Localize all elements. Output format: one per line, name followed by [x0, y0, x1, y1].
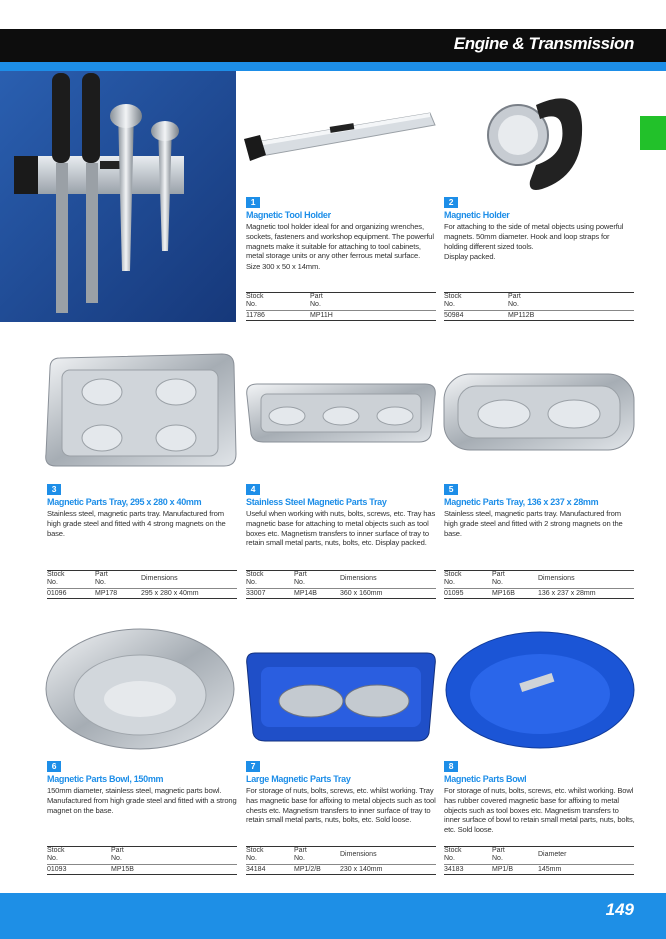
stock-number: 34184: [246, 866, 266, 873]
product-description: For attaching to the side of metal objects using powerful magnets. 50mm diameter. Hook and loop straps for holding different sized tools.: [444, 222, 624, 251]
stock-number: 01096: [47, 590, 67, 597]
product-3: [47, 484, 237, 538]
product-description: Useful when working with nuts, bolts, screws, etc. Tray has magnetic base for attaching to metal objects such as tool boxes etc. Magnetism transfers to inner surface of tray to retain small metal parts, nuts, bolts, etc. Display packed.: [246, 509, 436, 548]
product-2: [444, 197, 634, 262]
product-title: Large Magnetic Parts Tray: [246, 774, 351, 784]
header-dimensions: Dimensions: [141, 575, 178, 582]
header-part: Part: [111, 847, 124, 854]
dimensions-value: 360 x 160mm: [340, 590, 383, 597]
product-7: [246, 761, 438, 825]
header-part-no: No.: [508, 301, 519, 308]
spec-table-7: [246, 846, 436, 876]
spec-table-6: [47, 846, 237, 876]
footer-bar: [0, 893, 666, 939]
product-number-badge: 7: [246, 761, 260, 772]
photo-blue-parts-tray: [243, 645, 439, 745]
header-dimensions: Dimensions: [340, 575, 377, 582]
product-title: Magnetic Parts Bowl: [444, 774, 527, 784]
spec-table-5: [444, 570, 634, 600]
part-number: MP11H: [310, 312, 333, 319]
header-part-no: No.: [492, 579, 503, 586]
product-title: Magnetic Holder: [444, 210, 510, 220]
header-stock-no: No.: [246, 579, 257, 586]
header-part-no: No.: [95, 579, 106, 586]
header-accent-strip: [0, 62, 666, 71]
product-title: Magnetic Tool Holder: [246, 210, 331, 220]
product-title: Stainless Steel Magnetic Parts Tray: [246, 497, 387, 507]
header-part-no: No.: [294, 855, 305, 862]
photo-stainless-parts-tray: [243, 378, 439, 444]
header-stock: Stock: [47, 571, 65, 578]
product-description: Magnetic tool holder ideal for and organizing wrenches, sockets, fasteners and workshop equipment. The powerful magnets make it suitable for attaching to tool cabinets, metal storage units or any other ferrous metal surface.: [246, 222, 434, 261]
header-stock-no: No.: [47, 579, 58, 586]
header-stock: Stock: [246, 571, 264, 578]
header-stock: Stock: [444, 571, 462, 578]
header-stock: Stock: [246, 847, 264, 854]
header-part: Part: [294, 571, 307, 578]
stock-number: 01095: [444, 590, 464, 597]
dimensions-value: 136 x 237 x 28mm: [538, 590, 596, 597]
dimensions-value: 295 x 280 x 40mm: [141, 590, 199, 597]
photo-blue-parts-bowl: [442, 628, 638, 752]
product-description: For storage of nuts, bolts, screws, etc. whilst working. Tray has magnetic base for affixing to metal objects such as tool chests etc. Magnetism transfers to inner surface of tray to retain small metal parts, nuts, bolts, etc. Sold loose.: [246, 786, 436, 825]
header-part-no: No.: [310, 301, 321, 308]
product-number-badge: 8: [444, 761, 458, 772]
header-stock-no: No.: [246, 855, 257, 862]
header-part-no: No.: [294, 579, 305, 586]
stock-number: 11786: [246, 312, 265, 319]
product-description: 150mm diameter, stainless steel, magnetic parts bowl. Manufactured from high grade steel and fitted with a strong magnet on the base.: [47, 786, 237, 815]
product-number-badge: 6: [47, 761, 61, 772]
photo-magnetic-tool-holder: [240, 95, 440, 165]
header-part-no: No.: [111, 855, 122, 862]
part-number: MP112B: [508, 312, 535, 319]
dimensions-value: 230 x 140mm: [340, 866, 383, 873]
product-4: [246, 484, 438, 548]
header-part: Part: [310, 293, 323, 300]
header-stock-no: No.: [47, 855, 58, 862]
stock-number: 34183: [444, 866, 464, 873]
product-title: Magnetic Parts Tray, 136 x 237 x 28mm: [444, 497, 599, 507]
header-stock-no: No.: [444, 855, 455, 862]
product-number-badge: 1: [246, 197, 260, 208]
header-dimensions: Dimensions: [538, 575, 575, 582]
header-part: Part: [492, 847, 505, 854]
header-part: Part: [95, 571, 108, 578]
photo-tool-holder-wall: [0, 71, 236, 322]
photo-parts-bowl-steel: [42, 625, 238, 753]
product-6: [47, 761, 239, 815]
header-stock-no: No.: [444, 579, 455, 586]
spec-table-1: [246, 292, 436, 322]
header-stock: Stock: [47, 847, 65, 854]
part-number: MP14B: [294, 590, 317, 597]
header-diameter: Diameter: [538, 851, 567, 858]
stock-number: 01093: [47, 866, 67, 873]
photo-parts-tray-4-magnets: [42, 350, 238, 470]
spec-table-3: [47, 570, 237, 600]
page-number: 149: [605, 900, 634, 919]
part-number: MP178: [95, 590, 118, 597]
product-8: [444, 761, 636, 835]
product-description: Stainless steel, magnetic parts tray. Manufactured from high grade steel and fitted with 4 strong magnets on the base.: [47, 509, 226, 538]
spec-table-4: [246, 570, 436, 600]
product-description: Stainless steel, magnetic parts tray. Manufactured from high grade steel and fitted with 2 strong magnets on the base.: [444, 509, 623, 538]
stock-number: 50984: [444, 312, 464, 319]
header-stock: Stock: [444, 847, 462, 854]
product-size: Size 300 x 50 x 14mm.: [246, 262, 321, 272]
product-title: Magnetic Parts Tray, 295 x 280 x 40mm: [47, 497, 202, 507]
photo-parts-tray-2-magnets: [442, 370, 638, 456]
header-part-no: No.: [492, 855, 503, 862]
header-stock: Stock: [444, 293, 462, 300]
product-number-badge: 2: [444, 197, 458, 208]
header-stock-no: No.: [246, 301, 257, 308]
header-stock-no: No.: [444, 301, 455, 308]
product-number-badge: 3: [47, 484, 61, 495]
product-title: Magnetic Parts Bowl, 150mm: [47, 774, 164, 784]
product-5: [444, 484, 634, 538]
header-dimensions: Dimensions: [340, 851, 377, 858]
section-tab-marker: [640, 116, 666, 150]
header-part: Part: [294, 847, 307, 854]
header-stock: Stock: [246, 293, 264, 300]
spec-table-8: [444, 846, 634, 876]
header-part: Part: [492, 571, 505, 578]
product-number-badge: 5: [444, 484, 458, 495]
part-number: MP15B: [111, 866, 134, 873]
stock-number: 33007: [246, 590, 266, 597]
header-part: Part: [508, 293, 521, 300]
part-number: MP1/B: [492, 866, 514, 873]
part-number: MP16B: [492, 590, 515, 597]
product-1: [246, 197, 436, 272]
section-title: Engine & Transmission: [453, 34, 634, 53]
diameter-value: 145mm: [538, 866, 562, 873]
product-size: Display packed.: [444, 252, 496, 262]
spec-table-2: [444, 292, 634, 322]
product-description: For storage of nuts, bolts, screws, etc. whilst working. Bowl has rubber covered magnetic base for affixing to metal objects such as tool boxes etc. Magnetism transfers to inner surface of bowl to retain small metal parts, nuts, bolts, etc. Sold loose.: [444, 786, 635, 835]
product-number-badge: 4: [246, 484, 260, 495]
header-bar: [0, 29, 666, 62]
photo-magnetic-holder: [470, 85, 610, 197]
part-number: MP1/2/B: [294, 866, 321, 873]
